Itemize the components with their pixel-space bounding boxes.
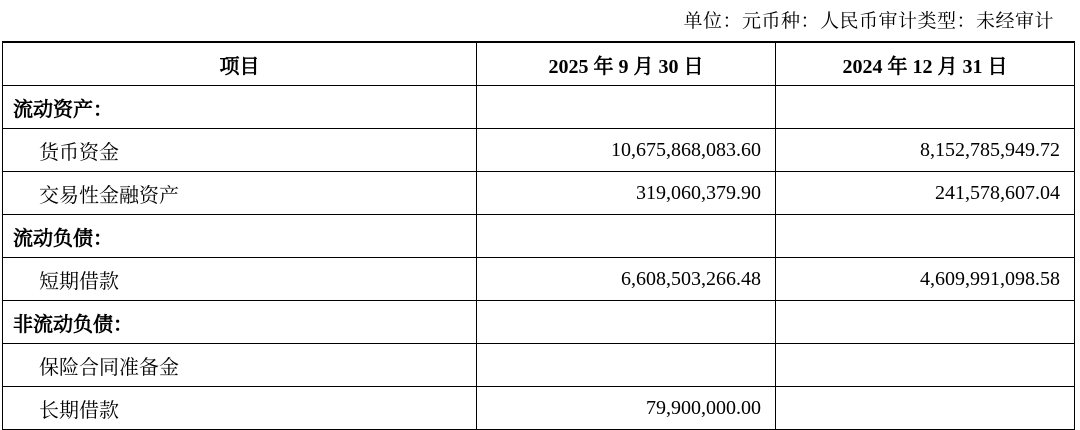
column-header-period-prior: 2024 年 12 月 31 日 bbox=[776, 42, 1075, 86]
cell-value bbox=[776, 344, 1075, 387]
cell-value bbox=[776, 387, 1075, 430]
table-row bbox=[3, 86, 1075, 129]
column-header-item: 项目 bbox=[3, 42, 477, 86]
row-label-insurance-contract-reserves: 保险合同准备金 bbox=[3, 344, 477, 387]
column-header-period-current: 2025 年 9 月 30 日 bbox=[477, 42, 776, 86]
cell-value: 79,900,000.00 bbox=[477, 387, 776, 430]
table-row bbox=[3, 387, 1075, 430]
row-label-monetary-funds: 货币资金 bbox=[3, 129, 477, 172]
cell-value bbox=[477, 215, 776, 258]
table-row bbox=[3, 215, 1075, 258]
cell-value: 4,609,991,098.58 bbox=[776, 258, 1075, 301]
table-row bbox=[3, 258, 1075, 301]
cell-value bbox=[477, 86, 776, 129]
row-label-long-term-borrowings: 长期借款 bbox=[3, 387, 477, 430]
table-row bbox=[3, 129, 1075, 172]
section-label-non-current-liabilities: 非流动负债： bbox=[3, 301, 477, 344]
cell-value bbox=[776, 215, 1075, 258]
cell-value bbox=[776, 86, 1075, 129]
cell-value bbox=[776, 301, 1075, 344]
cell-value: 8,152,785,949.72 bbox=[776, 129, 1075, 172]
section-label-current-liabilities: 流动负债： bbox=[3, 215, 477, 258]
cell-value: 6,608,503,266.48 bbox=[477, 258, 776, 301]
cell-value: 319,060,379.90 bbox=[477, 172, 776, 215]
table-row bbox=[3, 301, 1075, 344]
row-label-trading-financial-assets: 交易性金融资产 bbox=[3, 172, 477, 215]
table-row bbox=[3, 344, 1075, 387]
cell-value bbox=[477, 301, 776, 344]
section-label-current-assets: 流动资产： bbox=[3, 86, 477, 129]
cell-value: 10,675,868,083.60 bbox=[477, 129, 776, 172]
table-header-row bbox=[3, 42, 1075, 86]
cell-value bbox=[477, 344, 776, 387]
cell-value: 241,578,607.04 bbox=[776, 172, 1075, 215]
financial-table bbox=[2, 41, 1075, 430]
unit-currency-audit-note: 单位：元币种：人民币审计类型：未经审计 bbox=[683, 11, 1054, 32]
table-row bbox=[3, 172, 1075, 215]
row-label-short-term-borrowings: 短期借款 bbox=[3, 258, 477, 301]
